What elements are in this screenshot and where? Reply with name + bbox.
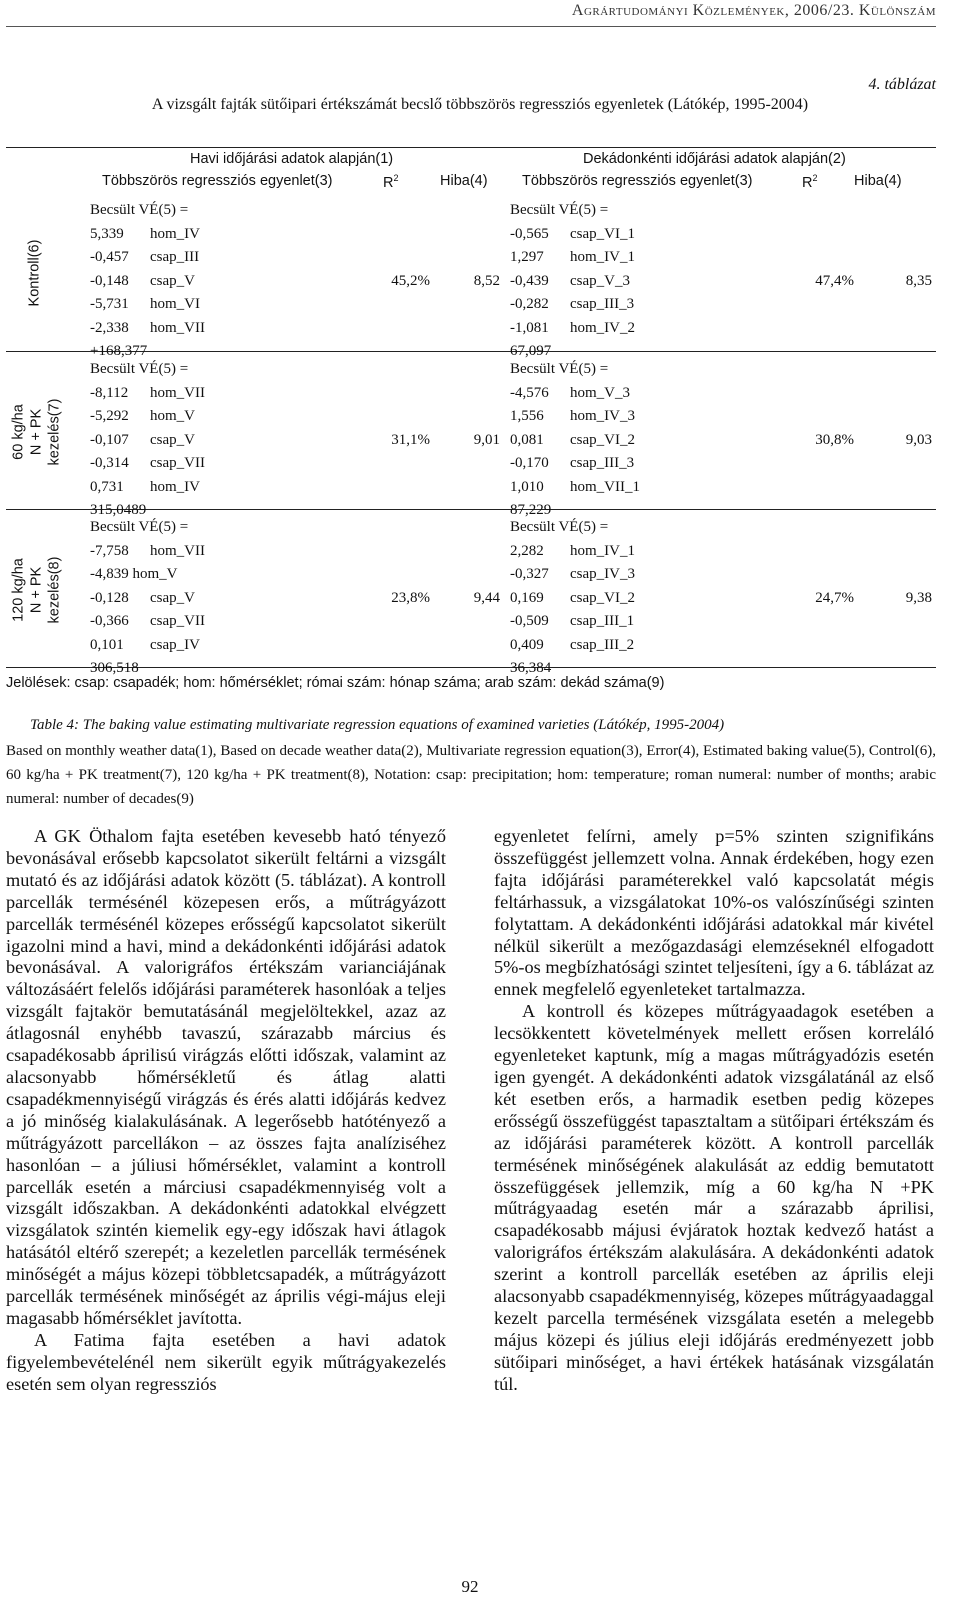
variable: csap_V bbox=[150, 589, 195, 606]
row-label-control: Kontroll(6) bbox=[26, 239, 43, 307]
variable: csap_IV bbox=[150, 636, 200, 653]
coefficient: -0,107 bbox=[90, 431, 129, 448]
paragraph: A Fatima fajta esetében a havi adatok figyelembevételénél nem sikerült egyik műtrágyakezelés esetén sem olyan regressziós bbox=[6, 1329, 446, 1394]
paragraph: A kontroll és közepes műtrágyaadagok esetében a lecsökkentett követelmények mellett erősen korreláló egyenleteket kaptunk, míg a magas műtrágyadózis esetén igen gyengét. A dekádonkénti adatok vizsgálatánál az első két esetben erős, a harmadik esetben pedig közepes erősségű összefüggést tapasztaltam a sütőipari értékszám és az időjárási paraméterek között. A kontroll parcellák termésének minőségének alakulását az eddig bemutatott összefüggések jellemzik, míg a 60 kg/ha N +PK műtrágyaadag esetén már a szárazabb áprilisi, csapadékosabb májusi évjáratok hoztak kedvező hatást a valorigráfos értékszám alakulására. A dekádonkénti adatok szerint a kontroll parcellák esetében az április eleji alacsonyabb csapadékmennyiség, közepes műtrágyaadaggal kezelt parcella termésének vizsgálata esetén a melegebb május közepi és július eleji időjárás eredményezett jobb sütőipari minőséget, a havi értékek hatásának vizsgálatán túl. bbox=[494, 1001, 934, 1394]
error-value-decade: 9,03 bbox=[905, 431, 932, 448]
table-notation: Jelölések: csap: csapadék; hom: hőmérséklet; római szám: hónap száma; arab szám: dekád száma(9) bbox=[6, 675, 665, 691]
variable: hom_VII bbox=[150, 542, 205, 559]
equation-term bbox=[510, 452, 640, 476]
group-header-decade: Dekádonkénti időjárási adatok alapján(2) bbox=[583, 151, 846, 167]
equation-term bbox=[510, 293, 635, 317]
equation-decade bbox=[510, 199, 635, 364]
coefficient: -0,128 bbox=[90, 589, 129, 606]
variable: hom_IV bbox=[150, 225, 200, 242]
coefficient: +168,377 bbox=[90, 343, 148, 359]
table-number: 4. táblázat bbox=[868, 76, 936, 93]
coefficient: -0,439 bbox=[510, 272, 549, 289]
equation-term bbox=[90, 382, 205, 406]
coefficient: -0,366 bbox=[90, 613, 129, 629]
equation-term bbox=[510, 358, 640, 382]
body-column-right bbox=[494, 826, 934, 1396]
coefficient: 87,229 bbox=[510, 502, 552, 518]
equation-term bbox=[510, 199, 635, 223]
variable: csap_V bbox=[150, 272, 195, 289]
r2-value-decade: 47,4% bbox=[815, 272, 854, 289]
variable: hom_VI bbox=[150, 296, 200, 312]
equation-term bbox=[510, 587, 635, 611]
equation-decade bbox=[510, 358, 640, 523]
coefficient: 36,384 bbox=[510, 660, 552, 676]
coefficient: -5,292 bbox=[90, 408, 129, 424]
equation-term bbox=[90, 199, 205, 223]
r2-value-decade: 30,8% bbox=[815, 431, 854, 448]
running-header: Agrártudományi Közlemények, 2006/23. Különszám bbox=[571, 2, 936, 19]
coefficient: -0,565 bbox=[510, 225, 549, 242]
variable: csap_VII bbox=[150, 455, 205, 471]
col-header-r2-monthly: $R^2$ bbox=[383, 173, 399, 191]
english-caption: Table 4: The baking value estimating multivariate regression equations of examined varieties (Látókép, 1995-2004) bbox=[30, 717, 725, 733]
equation-term bbox=[90, 317, 205, 341]
equation-term bbox=[510, 476, 640, 500]
variable: hom_IV_1 bbox=[570, 542, 635, 559]
variable: hom_V bbox=[150, 408, 195, 424]
coefficient: 0,409 bbox=[510, 636, 544, 653]
coefficient: -0,509 bbox=[510, 613, 549, 629]
variable: hom_IV_1 bbox=[570, 249, 635, 265]
coefficient: -5,731 bbox=[90, 296, 129, 312]
equation-term bbox=[510, 317, 635, 341]
col-header-error-monthly: Hiba(4) bbox=[440, 173, 488, 189]
r2-value-monthly: 31,1% bbox=[391, 431, 430, 448]
regression-table bbox=[6, 147, 960, 683]
equation-decade bbox=[510, 516, 635, 681]
page-number: 92 bbox=[461, 1577, 479, 1596]
coefficient: -0,148 bbox=[90, 272, 129, 289]
coefficient: 1,297 bbox=[510, 249, 544, 265]
table-title: A vizsgált fajták sütőipari értékszámát becslő többszörös regressziós egyenletek (Látókép, 1995-2004) bbox=[151, 96, 809, 113]
variable: csap_V bbox=[150, 431, 195, 448]
coefficient: -0,314 bbox=[90, 455, 129, 471]
variable: csap_III_3 bbox=[570, 455, 635, 471]
equation-term bbox=[90, 587, 205, 611]
variable: csap_VII bbox=[150, 613, 205, 629]
variable: csap_III_1 bbox=[570, 613, 635, 629]
variable: hom_IV_3 bbox=[570, 408, 635, 424]
equation-term bbox=[90, 452, 205, 476]
equation-term bbox=[90, 270, 205, 294]
coefficient: 2,282 bbox=[510, 542, 544, 559]
r2-value-monthly: 23,8% bbox=[391, 589, 430, 606]
coefficient: Becsült VÉ(5) = bbox=[510, 519, 609, 535]
r2-value-monthly: 45,2% bbox=[391, 272, 430, 289]
variable: csap_IV_3 bbox=[570, 566, 635, 582]
coefficient: -0,457 bbox=[90, 249, 129, 265]
equation-term bbox=[510, 540, 635, 564]
equation-term bbox=[90, 405, 205, 429]
variable: hom_IV bbox=[150, 478, 200, 495]
equation-monthly bbox=[90, 358, 205, 523]
equation-term bbox=[510, 610, 635, 634]
variable: csap_III_3 bbox=[570, 296, 635, 312]
error-value-monthly: 9,01 bbox=[473, 431, 500, 448]
equation-term bbox=[90, 634, 205, 658]
col-header-equation-monthly: Többszörös regressziós egyenlet(3) bbox=[102, 173, 333, 189]
equation-monthly bbox=[90, 516, 205, 681]
equation-term bbox=[90, 476, 205, 500]
variable: hom_VII bbox=[150, 384, 205, 401]
equation-term bbox=[510, 246, 635, 270]
coefficient: 306,518 bbox=[90, 660, 139, 676]
row-label-60kg: 60 kg/ha N + PK kezelés(7) bbox=[10, 398, 63, 465]
equation-term bbox=[90, 358, 205, 382]
coefficient: -8,112 bbox=[90, 384, 129, 401]
variable: hom_V_3 bbox=[570, 384, 630, 401]
variable: csap_III bbox=[150, 249, 200, 265]
equation-term bbox=[510, 634, 635, 658]
r2-value-decade: 24,7% bbox=[815, 589, 854, 606]
col-header-r2-decade: $R^2$ bbox=[802, 173, 818, 191]
coefficient: -2,338 bbox=[90, 319, 129, 336]
equation-term bbox=[510, 563, 635, 587]
english-notes: Based on monthly weather data(1), Based on decade weather data(2), Multivariate regression equation(3), Error(4), Estimated baking value(5), Control(6), 60 kg/ha + PK treatment(7), 120 kg/ha + PK treatment(8), Notation: csap: precipitation; hom: temperature; roman numeral: number of months; arabic numeral: number of decades(9) bbox=[6, 743, 936, 807]
coefficient: Becsült VÉ(5) = bbox=[90, 361, 189, 377]
body-column-left bbox=[6, 826, 446, 1396]
variable: hom_VII_1 bbox=[570, 478, 640, 495]
equation-term bbox=[90, 563, 205, 587]
variable: csap_V_3 bbox=[570, 272, 630, 289]
equation-monthly bbox=[90, 199, 205, 364]
variable: csap_VI_2 bbox=[570, 431, 635, 448]
error-value-decade: 9,38 bbox=[905, 589, 932, 606]
coefficient: 0,081 bbox=[510, 431, 544, 448]
coefficient: 0,169 bbox=[510, 589, 544, 606]
equation-term bbox=[510, 405, 640, 429]
error-value-monthly: 8,52 bbox=[473, 272, 500, 289]
equation-term bbox=[90, 540, 205, 564]
header-rule bbox=[6, 26, 936, 27]
coefficient: 67,097 bbox=[510, 343, 552, 359]
coefficient: 1,010 bbox=[510, 478, 544, 495]
coefficient: Becsült VÉ(5) = bbox=[510, 361, 609, 377]
error-value-monthly: 9,44 bbox=[473, 589, 500, 606]
error-value-decade: 8,35 bbox=[905, 272, 932, 289]
coefficient: 315,0489 bbox=[90, 502, 147, 518]
coefficient: -0,282 bbox=[510, 296, 549, 312]
equation-term bbox=[90, 429, 205, 453]
coefficient: -0,170 bbox=[510, 455, 549, 471]
equation-term bbox=[510, 382, 640, 406]
paragraph: A GK Öthalom fajta esetében kevesebb ható tényező bevonásával erősebb kapcsolatot sikerült feltárni a vizsgált mutató és az időjárási adatok között (5. táblázat). A kontroll parcellák termésénél közepesen erős, a műtrágyázott parcellák termésénél közepes erősségű kapcsolatot sikerült igazolni mind a havi, mind a dekádonkénti időjárási adatok bevonásával. A valorigráfos értékszám varianciájának változásáért felelős időjárási paraméterek hasonlóak a teljes vizsgált fajtakör bemutatásánál megjelöltekkel, azaz az átlagosnál enyhébb tavaszú, szárazabb március és csapadékosabb áprilisú virágzás előtti időszak, valamint az alacsonyabb hőmérsékletű és átlag alatti csapadékmennyiségű virágzás és érés alatti időjárás kedvez a jó minőség kialakulásának. A legerősebb hatótényező a műtrágyázott parcellákon – az összes fajta analíziséhez hasonlóan – a júliusi hőmérséklet, valamint a kontroll parcellák esetén a márciusi csapadékmennyiség volt a vizsgált időszakban. A dekádonkénti adatokkal elvégzett vizsgálatok szintén kiemelik egy-egy időszak havi átlagok hatásától eltérő szerepét; a kezeletlen parcellák termésének minőségét a május közepi többletcsapadék, a műtrágyázott parcellák termésének minőségét az április végi-május eleji magasabb hőmérséklet javította. bbox=[6, 826, 446, 1328]
variable: hom_IV_2 bbox=[570, 319, 635, 336]
col-header-equation-decade: Többszörös regressziós egyenlet(3) bbox=[522, 173, 753, 189]
coefficient: Becsült VÉ(5) = bbox=[90, 519, 189, 535]
equation-term bbox=[510, 223, 635, 247]
variable: csap_VI_1 bbox=[570, 225, 635, 242]
variable: hom_VII bbox=[150, 319, 205, 336]
coefficient: -0,327 bbox=[510, 566, 549, 582]
coefficient: Becsült VÉ(5) = bbox=[90, 202, 189, 218]
col-header-error-decade: Hiba(4) bbox=[854, 173, 902, 189]
coefficient: 5,339 bbox=[90, 225, 124, 242]
coefficient: Becsült VÉ(5) = bbox=[510, 202, 609, 218]
coefficient: -4,576 bbox=[510, 384, 549, 401]
equation-term bbox=[510, 429, 640, 453]
group-header-monthly: Havi időjárási adatok alapján(1) bbox=[190, 151, 394, 167]
coefficient: -1,081 bbox=[510, 319, 549, 336]
equation-term bbox=[90, 246, 205, 270]
paragraph: egyenletet felírni, amely p=5% szinten szignifikáns összefüggést jellemzett volna. Annak érdekében, hogy ezen fajta időjárási paraméterekkel való kapcsolatát mégis feltárhassuk, a vizsgálatokat 10%-os valószínűségi szinten folytattam. A dekádonkénti időjárási adatokkal már kivétel nélkül sikerült a mezőgazdasági elemzéseknél elfogadott 5%-os megbízhatósági szintet teljesíteni, így a 6. táblázat az ennek megfelelő egyenleteket tartalmazza. bbox=[494, 826, 934, 1000]
equation-term bbox=[90, 610, 205, 634]
equation-term bbox=[90, 223, 205, 247]
row-label-120kg: 120 kg/ha N + PK kezelés(8) bbox=[10, 556, 63, 623]
equation-term bbox=[90, 516, 205, 540]
coefficient: 0,731 bbox=[90, 478, 124, 495]
equation-term bbox=[90, 293, 205, 317]
coefficient: 1,556 bbox=[510, 408, 544, 424]
coefficient: -4,839 hom_V bbox=[90, 566, 178, 582]
coefficient: 0,101 bbox=[90, 636, 124, 653]
equation-term bbox=[510, 516, 635, 540]
table-top-rule bbox=[6, 147, 936, 148]
variable: csap_III_2 bbox=[570, 636, 635, 653]
equation-term bbox=[510, 270, 635, 294]
variable: csap_VI_2 bbox=[570, 589, 635, 606]
coefficient: -7,758 bbox=[90, 542, 129, 559]
